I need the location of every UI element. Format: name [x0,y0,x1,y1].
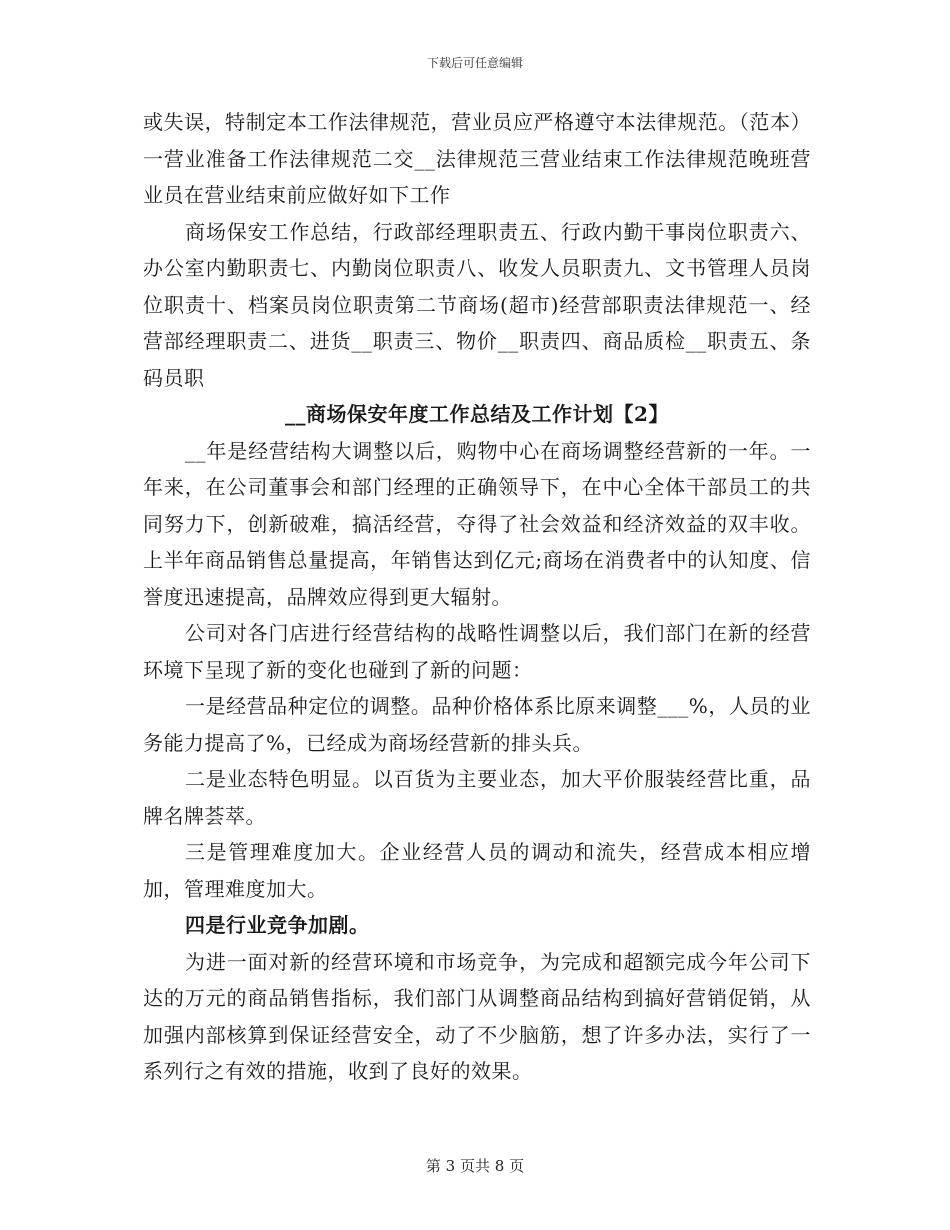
page-header: 下载后可任意编辑 [426,56,523,70]
paragraph-1: 或失误，特制定本工作法律规范，营业员应严格遵守本法律规范。（范本）一营业准备工作法律规范二交__法律规范三营业结束工作法律规范晚班营业员在营业结束前应做好如下工作 [143,110,811,207]
paragraph-7: 三是管理难度加大。企业经营人员的调动和流失，经营成本相应增加，管理难度加大。 [143,840,811,901]
paragraph-9: 为进一面对新的经营环境和市场竞争，为完成和超额完成今年公司下达的万元的商品销售指标，我们部门从调整商品结构到搞好营销促销，从加强内部核算到保证经营安全，动了不少脑筋，想了许多办法，实行了一系列行之有效的措施，收到了良好的效果。 [143,949,811,1083]
paragraph-2: 商场保安工作总结，行政部经理职责五、行政内勤干事岗位职责六、办公室内勤职责七、内勤岗位职责八、收发人员职责九、文书管理人员岗位职责十、档案员岗位职责第二节商场(超市)经营部职责法律规范一、经营部经理职责二、进货__职责三、物价__职责四、商品质检__职责五、条码员职 [143,219,811,390]
section-heading: __商场保安年度工作总结及工作计划【2】 [285,402,669,426]
page-number: 第 3 页共 8 页 [425,1157,525,1175]
paragraph-3: __年是经营结构大调整以后，购物中心在商场调整经营新的一年。一年来，在公司董事会和部门经理的正确领导下，在中心全体干部员工的共同努力下，创新破难，搞活经营，夺得了社会效益和经济效益的双丰收。上半年商品销售总量提高，年销售达到亿元;商场在消费者中的认知度、信誉度迅速提高，品牌效应得到更大辐射。 [143,438,811,609]
paragraph-5: 一是经营品种定位的调整。品种价格体系比原来调整___%，人员的业务能力提高了%，已经成为商场经营新的排头兵。 [143,694,811,755]
paragraph-4: 公司对各门店进行经营结构的战略性调整以后，我们部门在新的经营环境下呈现了新的变化也碰到了新的问题： [143,621,811,682]
paragraph-6: 二是业态特色明显。以百货为主要业态，加大平价服装经营比重，品牌名牌荟萃。 [143,767,811,828]
document-body [143,104,811,1090]
paragraph-8-bold: 四是行业竞争加剧。 [185,913,370,937]
